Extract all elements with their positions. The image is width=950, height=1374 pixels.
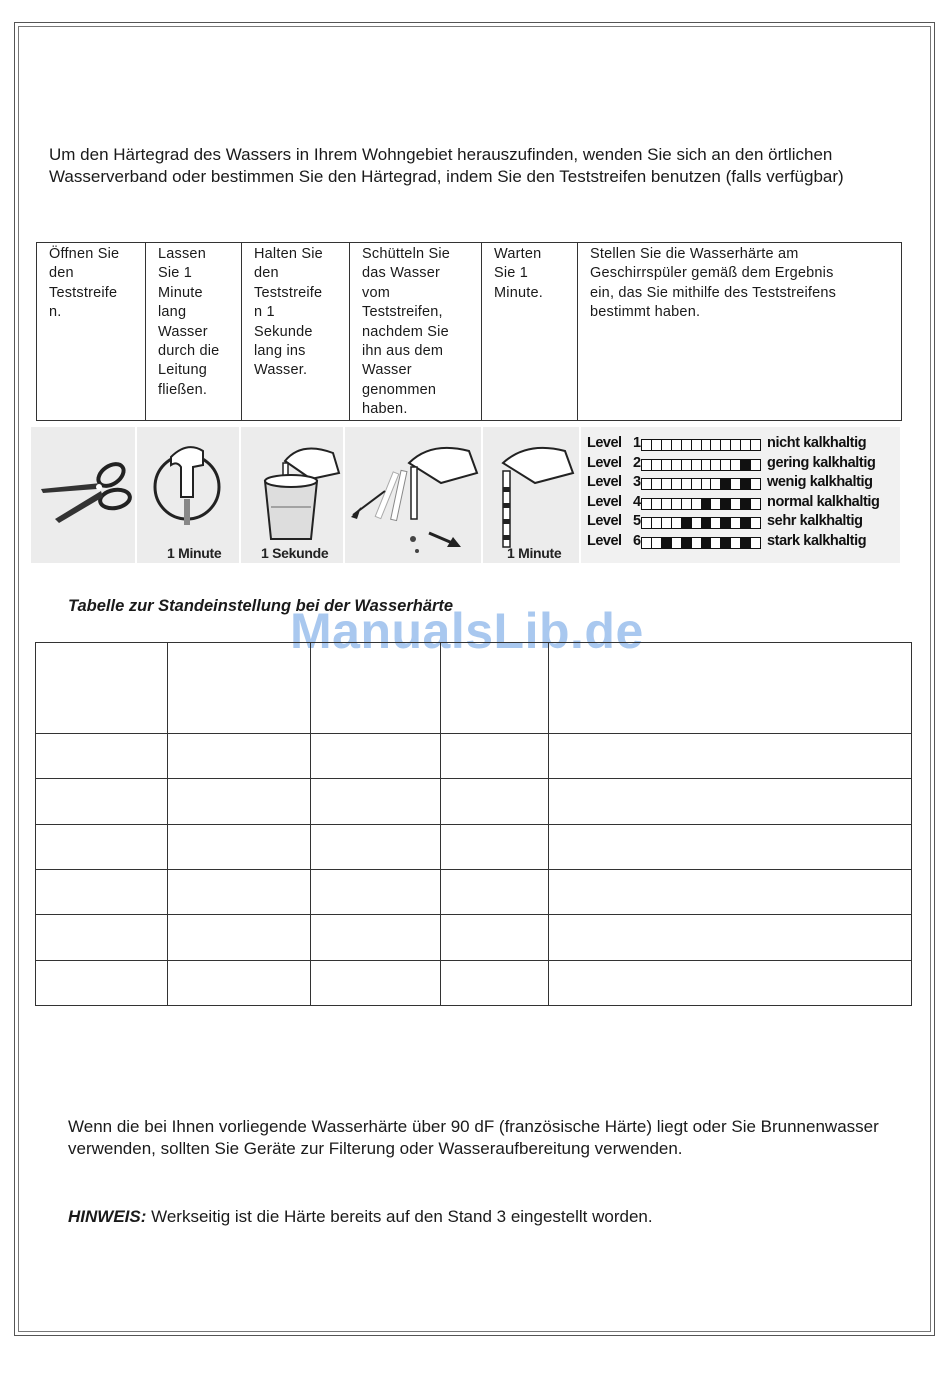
test-strip-pad <box>741 479 751 489</box>
level-label: Level <box>587 435 622 451</box>
table-cell <box>311 779 441 824</box>
step-cell-open-strip <box>37 243 146 421</box>
test-strip-pad <box>711 440 721 450</box>
step-text-line: Minute. <box>494 284 543 301</box>
table-cell <box>441 824 549 869</box>
test-strip-pad <box>702 518 712 528</box>
step-text-line: n 1 <box>254 304 275 321</box>
table-cell <box>549 734 912 779</box>
step-cell-run-water <box>146 243 242 421</box>
table-cell <box>168 779 311 824</box>
step-text-line: Öffnen Sie <box>49 246 120 262</box>
test-strip-pad <box>692 440 702 450</box>
table-cell <box>168 824 311 869</box>
test-strip-pad <box>642 460 652 470</box>
test-strip-pad <box>741 538 751 548</box>
step-text-line: Schütteln Sie <box>362 246 451 262</box>
table-cell <box>311 734 441 779</box>
test-strip-pad <box>731 518 741 528</box>
table-cell <box>549 869 912 914</box>
test-strip-bar <box>641 517 761 529</box>
test-strip-pad <box>642 499 652 509</box>
test-strip-pad <box>721 518 731 528</box>
level-number: 2 <box>633 454 642 471</box>
test-strip-pad <box>692 479 702 489</box>
scissors-icon <box>31 427 135 563</box>
level-description: gering kalkhaltig <box>767 454 876 471</box>
test-strip-pad <box>642 440 652 450</box>
table-cell <box>168 734 311 779</box>
step-cell-wait <box>482 243 578 421</box>
step-text-line: den <box>49 265 74 282</box>
level-description: normal kalkhaltig <box>767 493 880 510</box>
test-strip-pad <box>672 479 682 489</box>
hardness-level-row <box>585 512 900 531</box>
level-description: sehr kalkhaltig <box>767 513 863 529</box>
test-strip-pad <box>731 499 741 509</box>
table-cell <box>311 915 441 960</box>
table-cell <box>549 915 912 960</box>
table-cell <box>36 734 168 779</box>
test-strip-pad <box>652 440 662 450</box>
step-text-line: lang ins <box>254 343 306 360</box>
table-cell <box>441 915 549 960</box>
test-strip-bar <box>641 439 761 451</box>
test-strip-pad <box>751 518 760 528</box>
step-text-line: Sekunde <box>254 323 313 340</box>
table-cell <box>168 869 311 914</box>
step-cell-shake-strip <box>350 243 482 421</box>
test-strip-pad <box>682 440 692 450</box>
test-strip-pad <box>662 538 672 548</box>
test-strip-pad <box>652 460 662 470</box>
table-cell <box>549 824 912 869</box>
cup-caption: 1 Sekunde <box>261 545 329 561</box>
test-strip-illustrations <box>31 427 900 563</box>
table-row <box>36 779 912 824</box>
tap-caption: 1 Minute <box>167 545 222 561</box>
warning-paragraph: Wenn die bei Ihnen vorliegende Wasserhärte über 90 dF (französische Härte) liegt oder Sie Brunnenwasser verwenden, sollten Sie Geräte zur Filterung oder Wasseraufbereitung verwenden. <box>68 1117 879 1158</box>
test-steps-row <box>37 243 902 421</box>
step-text-line: Sie 1 <box>494 265 529 282</box>
step-text-line: nachdem Sie <box>362 323 449 340</box>
table-row <box>36 734 912 779</box>
hardness-level-row <box>585 473 900 492</box>
step-text-line: Stellen Sie die Wasserhärte am <box>590 246 799 262</box>
test-strip-pad <box>721 460 731 470</box>
table-row <box>36 824 912 869</box>
step-text-line: Wasser. <box>254 362 308 379</box>
test-strip-pad <box>682 460 692 470</box>
water-tap-icon <box>137 427 239 563</box>
test-strip-pad <box>751 538 760 548</box>
test-strip-pad <box>642 538 652 548</box>
step-cell-set-hardness <box>578 243 902 421</box>
test-strip-pad <box>662 499 672 509</box>
test-strip-pad <box>751 479 760 489</box>
table-cell <box>36 824 168 869</box>
hardness-level-row <box>585 532 900 551</box>
test-strip-pad <box>721 440 731 450</box>
test-strip-pad <box>702 460 712 470</box>
test-strip-pad <box>652 479 662 489</box>
note-paragraph <box>68 1206 888 1228</box>
hardness-setting-table <box>35 642 912 1006</box>
test-strip-pad <box>672 460 682 470</box>
note-text: Werkseitig ist die Härte bereits auf den Stand 3 eingestellt worden. <box>146 1207 653 1226</box>
test-steps-table <box>36 242 902 421</box>
step-text-line: Lassen <box>158 246 206 262</box>
test-strip-bar <box>641 478 761 490</box>
test-strip-pad <box>721 538 731 548</box>
table-header-row <box>36 643 912 734</box>
test-strip-pad <box>682 499 692 509</box>
tap-panel <box>135 427 239 563</box>
table-cell <box>168 960 311 1005</box>
step-text-line: fließen. <box>158 381 208 398</box>
step-text-line: Wasser <box>158 323 208 340</box>
test-strip-pad <box>711 479 721 489</box>
hardness-levels-panel <box>579 427 900 563</box>
step-text-line: ein, das Sie mithilfe des Teststreifens <box>590 284 837 301</box>
step-text-line: durch die <box>158 343 220 360</box>
step-text-line: Geschirrspüler gemäß dem Ergebnis <box>590 265 834 282</box>
test-strip-pad <box>751 440 760 450</box>
hardness-level-row <box>585 454 900 473</box>
table-cell <box>441 734 549 779</box>
step-text-line: Leitung <box>158 362 207 379</box>
table-cell <box>441 960 549 1005</box>
test-strip-pad <box>662 479 672 489</box>
test-strip-pad <box>731 460 741 470</box>
test-strip-pad <box>692 499 702 509</box>
note-label: HINWEIS: <box>68 1207 147 1226</box>
water-cup-icon <box>241 427 343 563</box>
cup-panel <box>239 427 343 563</box>
step-text-line: genommen <box>362 381 437 398</box>
test-strip-pad <box>682 518 692 528</box>
step-text-line: Teststreife <box>254 284 323 301</box>
level-number: 4 <box>633 493 642 510</box>
table-cell <box>36 643 168 734</box>
table-caption: Tabelle zur Standeinstellung bei der Wasserhärte <box>68 597 454 615</box>
table-cell <box>311 824 441 869</box>
table-cell <box>36 869 168 914</box>
test-strip-pad <box>652 518 662 528</box>
intro-paragraph: Um den Härtegrad des Wassers in Ihrem Wohngebiet herauszufinden, wenden Sie sich an den örtlichen Wasserverband oder bestimmen Sie den Härtegrad, indem Sie den Teststreifen benutzen (falls verfügbar) <box>49 145 844 186</box>
step-text-line: bestimmt haben. <box>590 304 701 321</box>
test-strip-pad <box>731 479 741 489</box>
test-strip-pad <box>711 538 721 548</box>
test-strip-pad <box>652 538 662 548</box>
shake-strip-icon <box>345 427 481 563</box>
test-strip-pad <box>642 518 652 528</box>
test-strip-pad <box>652 499 662 509</box>
scissors-panel <box>31 427 135 563</box>
test-strip-pad <box>741 499 751 509</box>
watermark: ManualsLib.de <box>290 603 644 659</box>
step-text-line: n. <box>49 304 62 321</box>
test-strip-pad <box>662 518 672 528</box>
level-description: stark kalkhaltig <box>767 532 867 549</box>
step-text-line: Teststreifen, <box>362 304 443 321</box>
test-strip-pad <box>751 460 760 470</box>
test-strip-pad <box>682 538 692 548</box>
level-label: Level <box>587 474 622 490</box>
table-cell <box>168 643 311 734</box>
test-strip-pad <box>711 499 721 509</box>
test-strip-pad <box>741 460 751 470</box>
test-strip-pad <box>731 538 741 548</box>
test-strip-pad <box>702 499 712 509</box>
step-text-line: das Wasser <box>362 265 441 282</box>
test-strip-pad <box>642 479 652 489</box>
test-strip-pad <box>692 538 702 548</box>
level-description: wenig kalkhaltig <box>767 474 873 490</box>
level-description: nicht kalkhaltig <box>767 435 867 451</box>
shake-panel <box>343 427 481 563</box>
table-cell <box>441 779 549 824</box>
level-number: 6 <box>633 532 642 549</box>
wait-caption: 1 Minute <box>507 545 562 561</box>
table-cell <box>549 779 912 824</box>
test-strip-pad <box>672 538 682 548</box>
step-text-line: ihn aus dem <box>362 343 444 360</box>
test-strip-pad <box>672 499 682 509</box>
step-text-line: vom <box>362 284 390 301</box>
table-cell <box>311 960 441 1005</box>
table-row <box>36 869 912 914</box>
test-strip-pad <box>751 499 760 509</box>
test-strip-pad <box>741 518 751 528</box>
test-strip-pad <box>702 538 712 548</box>
test-strip-pad <box>682 479 692 489</box>
table-cell <box>441 643 549 734</box>
step-text-line: lang <box>158 304 187 321</box>
table-cell <box>549 960 912 1005</box>
test-strip-pad <box>702 440 712 450</box>
test-strip-pad <box>692 518 702 528</box>
step-text-line: den <box>254 265 279 282</box>
table-cell <box>168 915 311 960</box>
hardness-level-row <box>585 493 900 512</box>
step-text-line: Teststreife <box>49 284 118 301</box>
table-cell <box>36 915 168 960</box>
test-strip-pad <box>702 479 712 489</box>
test-strip-pad <box>692 460 702 470</box>
test-strip-pad <box>672 440 682 450</box>
table-row <box>36 960 912 1005</box>
table-row <box>36 915 912 960</box>
level-label: Level <box>587 532 622 549</box>
step-text-line: Halten Sie <box>254 246 323 262</box>
test-strip-pad <box>721 499 731 509</box>
step-text-line: Wasser <box>362 362 412 379</box>
step-text-line: Minute <box>158 284 203 301</box>
hardness-level-row <box>585 434 900 453</box>
wait-strip-icon <box>483 427 579 563</box>
wait-panel <box>481 427 579 563</box>
table-cell <box>311 869 441 914</box>
test-strip-bar <box>641 459 761 471</box>
test-strip-pad <box>711 460 721 470</box>
table-cell <box>549 643 912 734</box>
test-strip-pad <box>731 440 741 450</box>
test-strip-pad <box>672 518 682 528</box>
level-label: Level <box>587 493 622 510</box>
level-number: 1 <box>633 435 642 451</box>
table-cell <box>36 779 168 824</box>
level-number: 3 <box>633 474 642 490</box>
level-number: 5 <box>633 513 642 529</box>
table-cell <box>441 869 549 914</box>
level-label: Level <box>587 513 622 529</box>
test-strip-bar <box>641 498 761 510</box>
test-strip-bar <box>641 537 761 549</box>
table-cell <box>36 960 168 1005</box>
test-strip-pad <box>721 479 731 489</box>
table-cell <box>311 643 441 734</box>
step-text-line: Warten <box>494 246 542 262</box>
test-strip-pad <box>662 440 672 450</box>
test-strip-pad <box>741 440 751 450</box>
test-strip-pad <box>711 518 721 528</box>
step-cell-dip-strip <box>242 243 350 421</box>
level-label: Level <box>587 454 622 471</box>
step-text-line: Sie 1 <box>158 265 193 282</box>
test-strip-pad <box>662 460 672 470</box>
step-text-line: haben. <box>362 401 408 418</box>
